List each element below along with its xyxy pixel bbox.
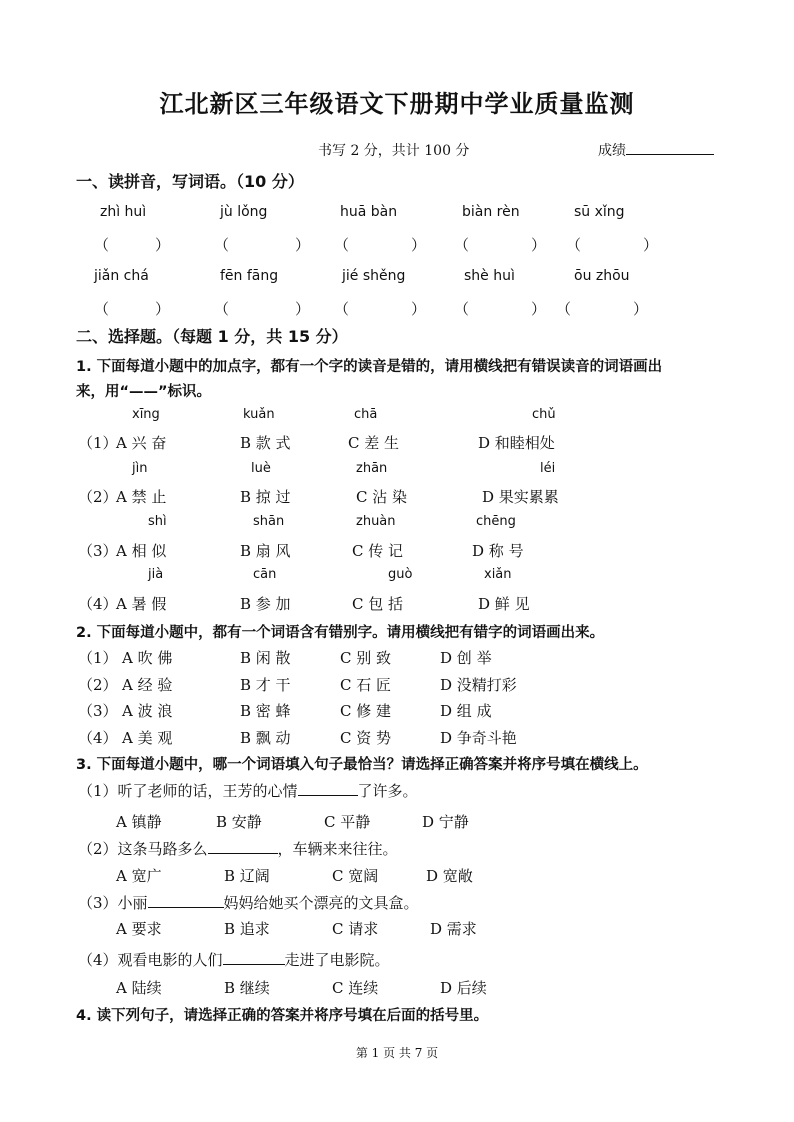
option[interactable]: C 石 匠 bbox=[340, 676, 392, 694]
score-label: 成绩 bbox=[598, 143, 626, 159]
option[interactable]: B 参 加 bbox=[240, 595, 291, 613]
answer-paren[interactable]: （ ） bbox=[94, 300, 171, 318]
q1-text-cont: 来，用“——”标识。 bbox=[76, 384, 212, 400]
option[interactable]: A 陆续 bbox=[116, 979, 162, 997]
section1-heading: 一、读拼音，写词语。（10 分） bbox=[76, 172, 304, 191]
q3-sentence: （3）小丽 妈妈给她买个漂亮的文具盒。 bbox=[78, 894, 419, 912]
option[interactable]: D 争奇斗艳 bbox=[440, 729, 517, 747]
option[interactable]: B 飘 动 bbox=[240, 729, 291, 747]
pinyin-hint: guò bbox=[388, 567, 413, 582]
pinyin-hint: shān bbox=[253, 514, 285, 529]
option[interactable]: A 暑 假 bbox=[116, 595, 167, 613]
q3-sentence: （4）观看电影的人们 走进了电影院。 bbox=[78, 951, 390, 969]
pinyin-hint: xīng bbox=[132, 407, 160, 422]
answer-blank[interactable] bbox=[298, 781, 358, 796]
answer-blank[interactable] bbox=[148, 893, 224, 908]
option[interactable]: B 继续 bbox=[224, 979, 270, 997]
q3-sentence: （1）听了老师的话，王芳的心情 了许多。 bbox=[78, 782, 418, 800]
pinyin-item: huā bàn bbox=[340, 204, 398, 220]
pinyin-hint: cān bbox=[253, 567, 277, 582]
option[interactable]: D 鲜 见 bbox=[478, 595, 530, 613]
page-number: 第 1 页 共 7 页 bbox=[355, 1046, 439, 1060]
pinyin-item: ōu zhōu bbox=[574, 268, 630, 284]
row-label: （4） bbox=[78, 595, 118, 613]
option[interactable]: A 要求 bbox=[116, 920, 162, 938]
row-label: （1） bbox=[78, 434, 118, 452]
option[interactable]: D 后续 bbox=[440, 979, 487, 997]
option[interactable]: C 别 致 bbox=[340, 649, 392, 667]
option[interactable]: D 需求 bbox=[430, 920, 477, 938]
pinyin-item: shè huì bbox=[464, 268, 515, 284]
option[interactable]: A 波 浪 bbox=[122, 702, 173, 720]
pinyin-hint: léi bbox=[540, 461, 556, 476]
answer-paren[interactable]: （ ） bbox=[334, 236, 427, 254]
option[interactable]: C 传 记 bbox=[352, 542, 404, 560]
row-label: （2） bbox=[78, 676, 118, 694]
pinyin-item: jié shěng bbox=[342, 268, 406, 284]
row-label: （1） bbox=[78, 649, 118, 667]
answer-paren[interactable]: （ ） bbox=[556, 300, 649, 318]
pinyin-hint: xiǎn bbox=[484, 567, 512, 582]
pinyin-item: zhì huì bbox=[100, 204, 147, 220]
row-label: （2） bbox=[78, 488, 118, 506]
pinyin-item: fēn fāng bbox=[220, 268, 279, 284]
option[interactable]: B 辽阔 bbox=[224, 867, 270, 885]
answer-paren[interactable]: （ ） bbox=[94, 236, 171, 254]
option[interactable]: A 美 观 bbox=[122, 729, 173, 747]
option[interactable]: D 组 成 bbox=[440, 702, 492, 720]
option[interactable]: B 款 式 bbox=[240, 434, 291, 452]
answer-paren[interactable]: （ ） bbox=[454, 236, 547, 254]
answer-paren[interactable]: （ ） bbox=[214, 300, 311, 318]
row-label: （3） bbox=[78, 542, 118, 560]
pinyin-item: jù lǒng bbox=[220, 204, 268, 220]
answer-paren[interactable]: （ ） bbox=[454, 300, 547, 318]
option[interactable]: B 掠 过 bbox=[240, 488, 291, 506]
option[interactable]: C 连续 bbox=[332, 979, 379, 997]
option[interactable]: C 平静 bbox=[324, 813, 371, 831]
answer-paren[interactable]: （ ） bbox=[214, 236, 311, 254]
pinyin-hint: chā bbox=[354, 407, 378, 422]
row-label: （4） bbox=[78, 729, 118, 747]
pinyin-hint: luè bbox=[251, 461, 271, 476]
q4-text: 4. 读下列句子，请选择正确的答案并将序号填在后面的括号里。 bbox=[76, 1008, 489, 1024]
exam-meta: 书写 2 分，共计 100 分 bbox=[318, 143, 470, 159]
option[interactable]: A 兴 奋 bbox=[116, 434, 167, 452]
option[interactable]: B 闲 散 bbox=[240, 649, 291, 667]
row-label: （3） bbox=[78, 702, 118, 720]
option[interactable]: C 沾 染 bbox=[356, 488, 408, 506]
option[interactable]: D 称 号 bbox=[472, 542, 524, 560]
pinyin-hint: shì bbox=[148, 514, 167, 529]
option[interactable]: A 镇静 bbox=[116, 813, 162, 831]
option[interactable]: B 扇 风 bbox=[240, 542, 291, 560]
q1-text: 1. 下面每道小题中的加点字，都有一个字的读音是错的，请用横线把有错误读音的词语画出 bbox=[76, 359, 663, 375]
answer-paren[interactable]: （ ） bbox=[566, 236, 659, 254]
pinyin-hint: jià bbox=[148, 567, 164, 582]
option[interactable]: B 密 蜂 bbox=[240, 702, 291, 720]
option[interactable]: C 差 生 bbox=[348, 434, 400, 452]
option[interactable]: A 宽广 bbox=[116, 867, 162, 885]
option[interactable]: C 宽阔 bbox=[332, 867, 379, 885]
pinyin-hint: zhān bbox=[356, 461, 388, 476]
pinyin-item: jiǎn chá bbox=[94, 268, 149, 284]
section2-heading: 二、选择题。（每题 1 分，共 15 分） bbox=[76, 327, 348, 346]
score-blank[interactable] bbox=[626, 140, 714, 155]
option[interactable]: D 和睦相处 bbox=[478, 434, 555, 452]
answer-blank[interactable] bbox=[223, 950, 285, 965]
option[interactable]: C 修 建 bbox=[340, 702, 392, 720]
pinyin-hint: chǔ bbox=[532, 407, 556, 422]
page-title: 江北新区三年级语文下册期中学业质量监测 bbox=[159, 90, 635, 118]
pinyin-hint: chēng bbox=[476, 514, 516, 529]
option[interactable]: A 经 验 bbox=[122, 676, 173, 694]
option[interactable]: D 没精打彩 bbox=[440, 676, 517, 694]
option[interactable]: B 安静 bbox=[216, 813, 262, 831]
answer-blank[interactable] bbox=[208, 839, 278, 854]
option[interactable]: A 相 似 bbox=[116, 542, 167, 560]
option[interactable]: D 果实累累 bbox=[482, 488, 559, 506]
option[interactable]: B 追求 bbox=[224, 920, 270, 938]
pinyin-hint: kuǎn bbox=[243, 407, 275, 422]
pinyin-hint: jìn bbox=[132, 461, 148, 476]
answer-paren[interactable]: （ ） bbox=[334, 300, 427, 318]
option[interactable]: C 请求 bbox=[332, 920, 379, 938]
score-field[interactable] bbox=[598, 140, 714, 160]
option[interactable]: D 宽敞 bbox=[426, 867, 473, 885]
option[interactable]: C 资 势 bbox=[340, 729, 392, 747]
option[interactable]: D 宁静 bbox=[422, 813, 469, 831]
option[interactable]: B 才 干 bbox=[240, 676, 291, 694]
q3-sentence: （2）这条马路多么 ，车辆来来往往。 bbox=[78, 840, 398, 858]
q2-text: 2. 下面每道小题中，都有一个词语含有错别字。请用横线把有错字的词语画出来。 bbox=[76, 625, 605, 641]
option[interactable]: D 创 举 bbox=[440, 649, 492, 667]
option[interactable]: A 禁 止 bbox=[116, 488, 167, 506]
pinyin-item: sū xǐng bbox=[574, 204, 625, 220]
q3-text: 3. 下面每道小题中，哪一个词语填入句子最恰当？请选择正确答案并将序号填在横线上。 bbox=[76, 757, 648, 773]
option[interactable]: A 吹 佛 bbox=[122, 649, 173, 667]
pinyin-item: biàn rèn bbox=[462, 204, 520, 220]
pinyin-hint: zhuàn bbox=[356, 514, 396, 529]
option[interactable]: C 包 括 bbox=[352, 595, 404, 613]
